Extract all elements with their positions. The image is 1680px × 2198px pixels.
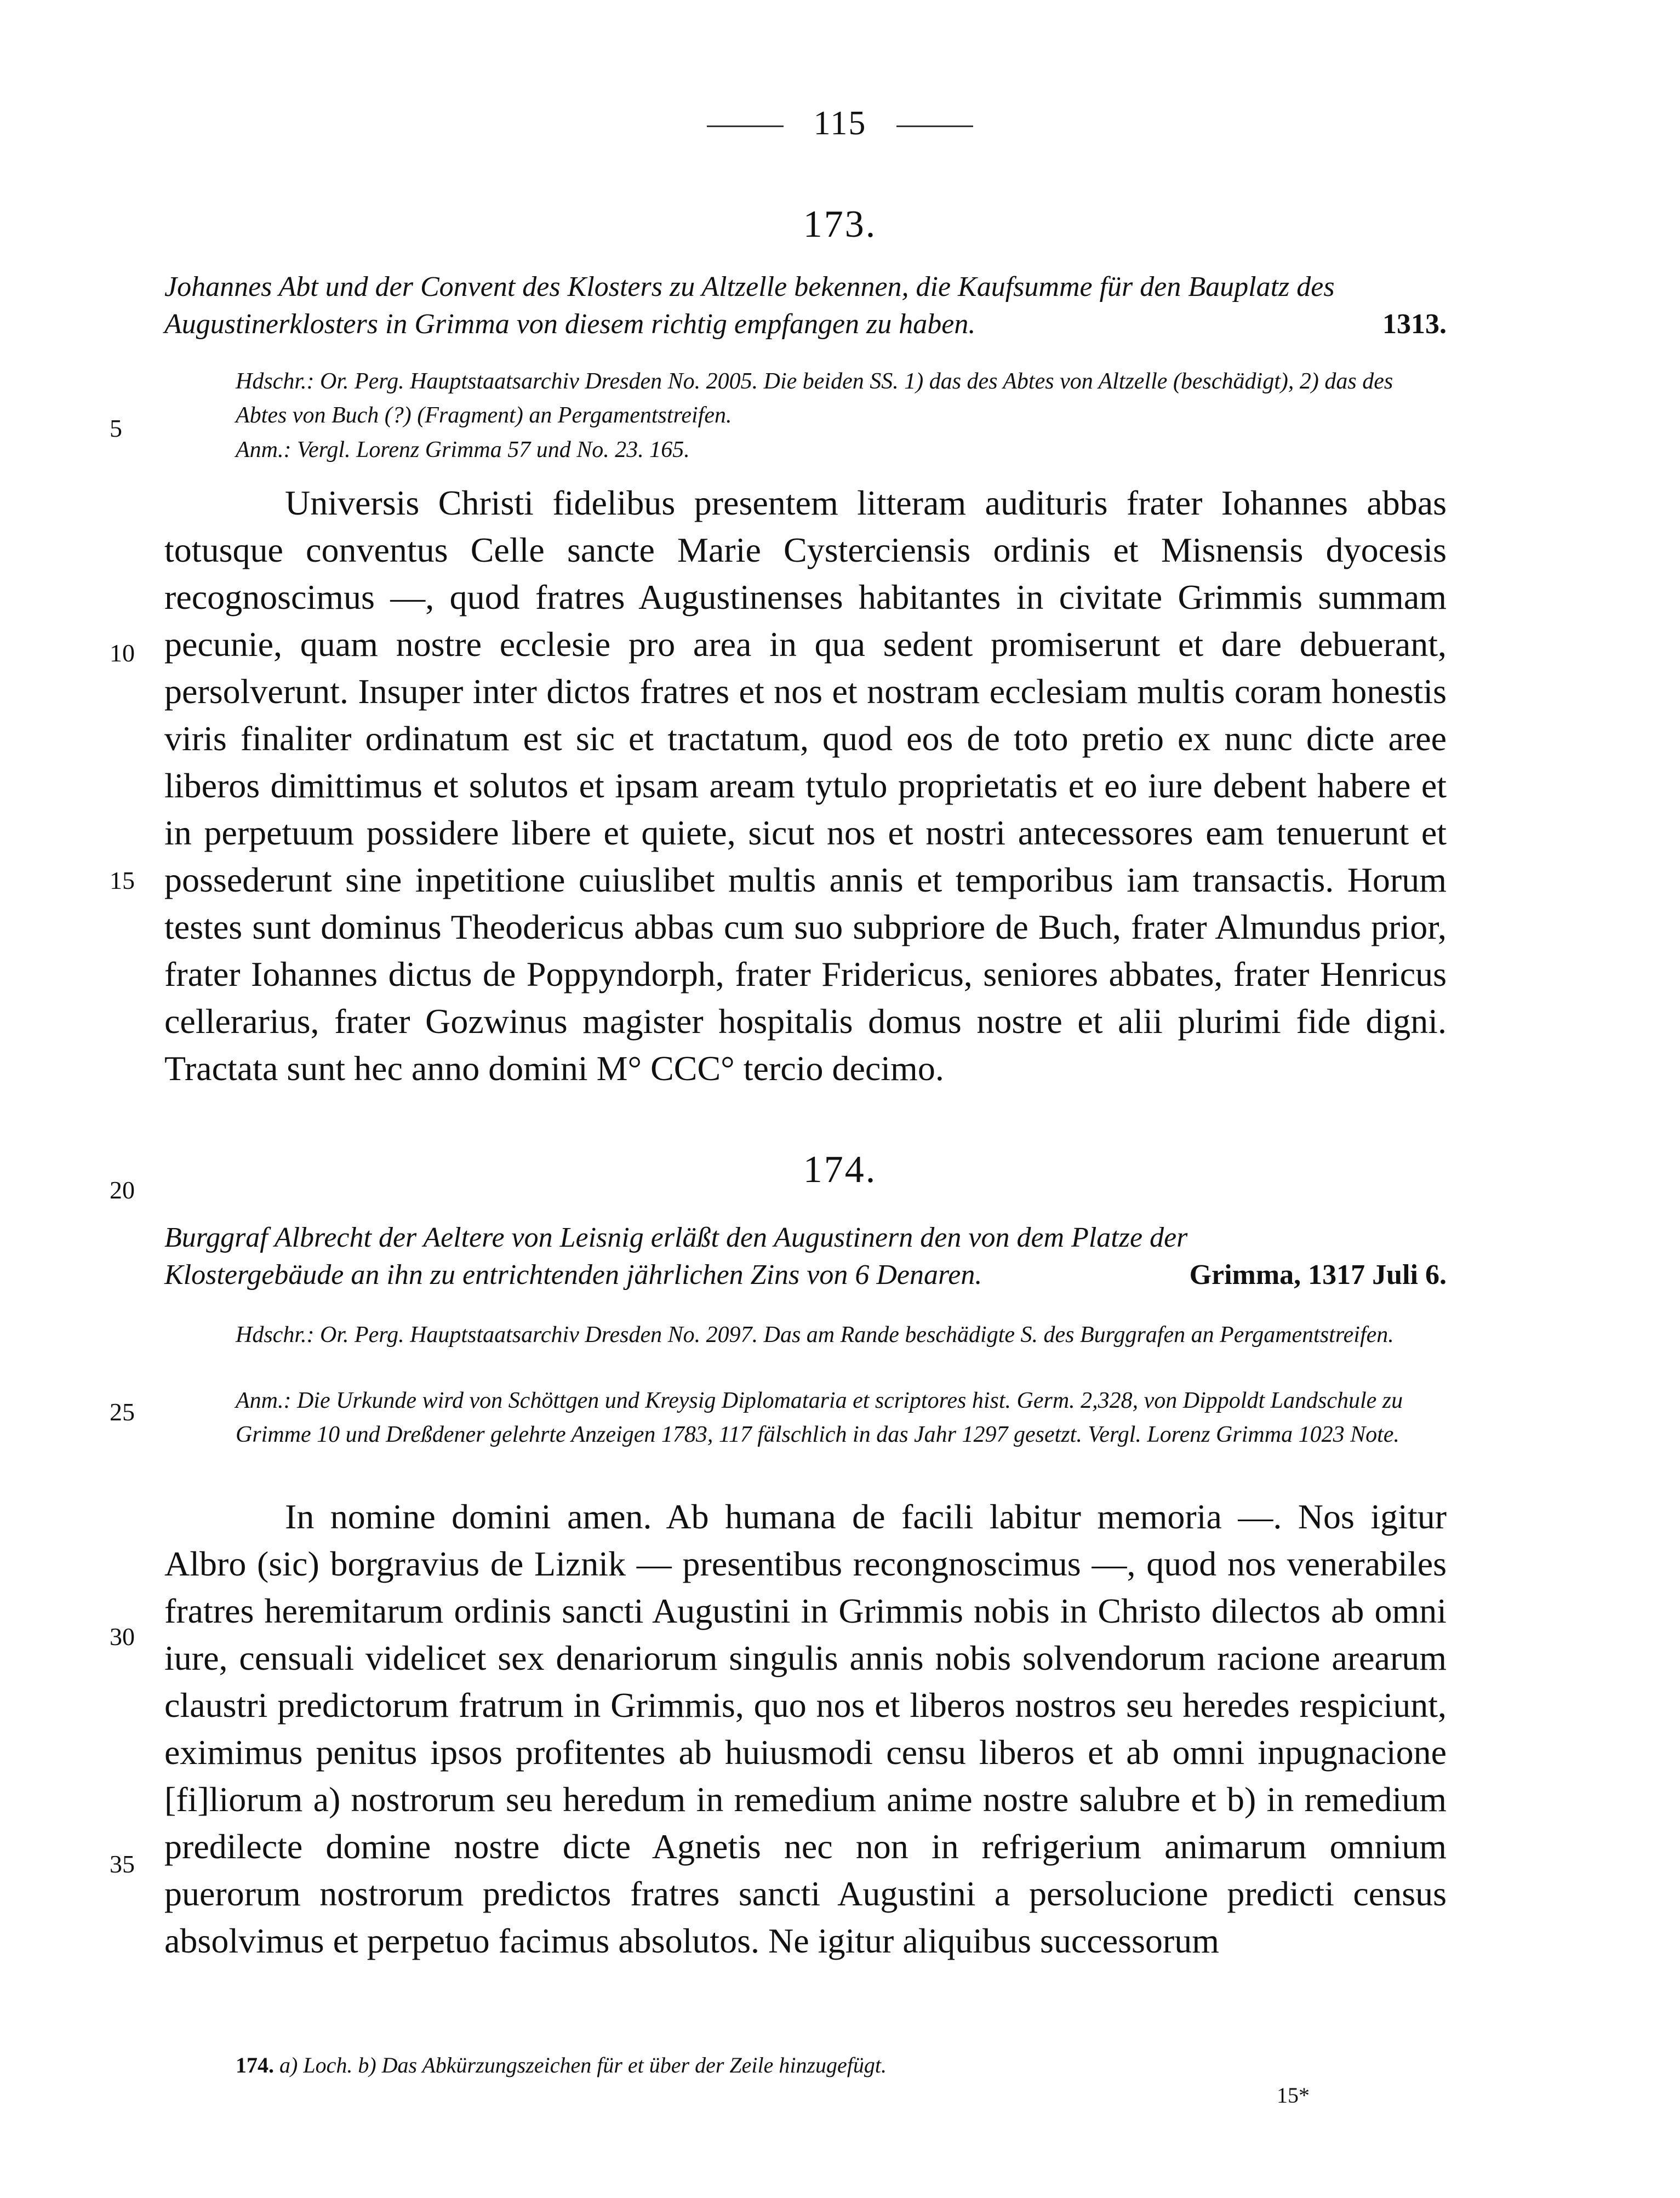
line-number: 20 bbox=[110, 1176, 135, 1204]
doc-174-number: 174. bbox=[803, 1149, 877, 1191]
doc-174-date: Grimma, 1317 Juli 6. bbox=[1189, 1259, 1447, 1291]
doc-174-title: Burggraf Albrecht der Aeltere von Leisnig erläßt den Augustinern den von dem Platze der Klostergebäude an ihn zu entrichtenden jährlichen Zins von 6 Denaren. bbox=[164, 1222, 1188, 1291]
doc-173-text-paragraph: Universis Christi fidelibus presentem litteram audituris frater Iohannes abbas totusque conventus Celle sancte Marie Cysterciensis ordinis et Misnensis dyocesis recognoscimus —, quod fratres Augustinenses habitantes in civitate Grimmis summam pecunie, quam nostre ecclesie pro area in qua sedent promiserunt et dare debuerant, persolverunt. Insuper inter dictos fratres et nos et nostram ecclesiam multis coram honestis viris finaliter ordinatum est sic et tractatum, quod eos de toto pretio ex nunc dicte aree liberos dimittimus et solutos et ipsam aream tytulo proprietatis et eo iure debent habere et in perpetuum possidere libere et quiete, sicut nos et nostri antecessores eam tenuerunt et possederunt sine inpetitione cuiuslibet multis annis et temporibus iam transactis. Horum testes sunt dominus Theodericus abbas cum suo subpriore de Buch, frater Almundus prior, frater Iohannes dictus de Poppyndorph, frater Fridericus, seniores abbates, frater Henricus cellerarius, frater Gozwinus magister hospitalis domus nostre et alii plurimi fide digni. Tractata sunt hec anno domini M° CCC° tercio decimo. bbox=[164, 483, 1447, 1088]
doc-173-annotation: Anm.: Vergl. Lorenz Grimma 57 und No. 23. 165. bbox=[236, 437, 690, 463]
line-number: 10 bbox=[110, 639, 135, 667]
header-rule-right bbox=[896, 125, 973, 127]
doc-174-text bbox=[164, 1493, 1447, 1965]
doc-173-regest bbox=[164, 269, 1447, 343]
footnote-number: 174. bbox=[236, 2053, 274, 2077]
line-number: 15 bbox=[110, 866, 135, 894]
doc-174-text-paragraph: In nomine domini amen. Ab humana de facili labitur memoria —. Nos igitur Albro (sic) borgravius de Liznik — presentibus recongnoscimus —, quod nos venerabiles fratres heremitarum ordinis sancti Augustini in Grimmis nobis in Christo dilectos ab omni iure, censuali videlicet sex denariorum singulis annis nobis solvendorum racione arearum claustri predictorum fratrum in Grimmis, quo nos et liberos nostros seu heredes respiciunt, eximimus penitus ipsos profitentes ab huiusmodi censu liberos et ab omni inpugnacione [fi]liorum a) nostrorum seu heredum in remedium anime nostre salubre et b) in remedium predilecte domine nostre dicte Agnetis nec non in refrigerium animarum omnium puerorum nostrorum predictos fratres sancti Augustini a persolucione predicti census absolvimus et perpetuo facimus absolutos. Ne igitur aliquibus successorum bbox=[164, 1497, 1447, 1960]
footnote-text: a) Loch. b) Das Abkürzungszeichen für et über der Zeile hinzugefügt. bbox=[279, 2053, 887, 2077]
line-number: 5 bbox=[110, 414, 122, 442]
doc-173-date: 1313. bbox=[1382, 309, 1447, 340]
line-number: 25 bbox=[110, 1398, 135, 1426]
doc-173-manuscript-note: Hdschr.: Or. Perg. Hauptstaatsarchiv Dresden No. 2005. Die beiden SS. 1) das des Abtes von Altzelle (beschädigt), 2) das des Abtes von Buch (?) (Fragment) an Pergamentstreifen. bbox=[236, 369, 1393, 428]
line-number: 35 bbox=[110, 1850, 135, 1878]
page-number: 115 bbox=[813, 105, 867, 142]
doc-174-regest bbox=[164, 1219, 1447, 1294]
doc-173-text bbox=[164, 479, 1447, 1092]
signature-mark: 15* bbox=[1277, 2083, 1310, 2108]
doc-174-annotation: Anm.: Die Urkunde wird von Schöttgen und Kreysig Diplomataria et scriptores hist. Germ. 2,328, von Dippoldt Landschule zu Grimme 10 und Dreßdener gelehrte Anzeigen 1783, 117 fälschlich in das Jahr 1297 gesetzt. Vergl. Lorenz Grimma 1023 Note. bbox=[236, 1388, 1403, 1447]
header-rule-left bbox=[707, 125, 784, 127]
line-number: 30 bbox=[110, 1623, 135, 1651]
doc-173-number: 173. bbox=[803, 203, 877, 246]
doc-173-title: Johannes Abt und der Convent des Klosters zu Altzelle bekennen, die Kaufsumme für den Bauplatz des Augustinerklosters in Grimma von diesem richtig empfangen zu haben. bbox=[164, 271, 1335, 340]
doc-174-manuscript-note: Hdschr.: Or. Perg. Hauptstaatsarchiv Dresden No. 2097. Das am Rande beschädigte S. des Burggrafen an Pergamentstreifen. bbox=[236, 1322, 1394, 1348]
footnote bbox=[236, 2052, 1332, 2078]
page-header bbox=[0, 104, 1680, 143]
